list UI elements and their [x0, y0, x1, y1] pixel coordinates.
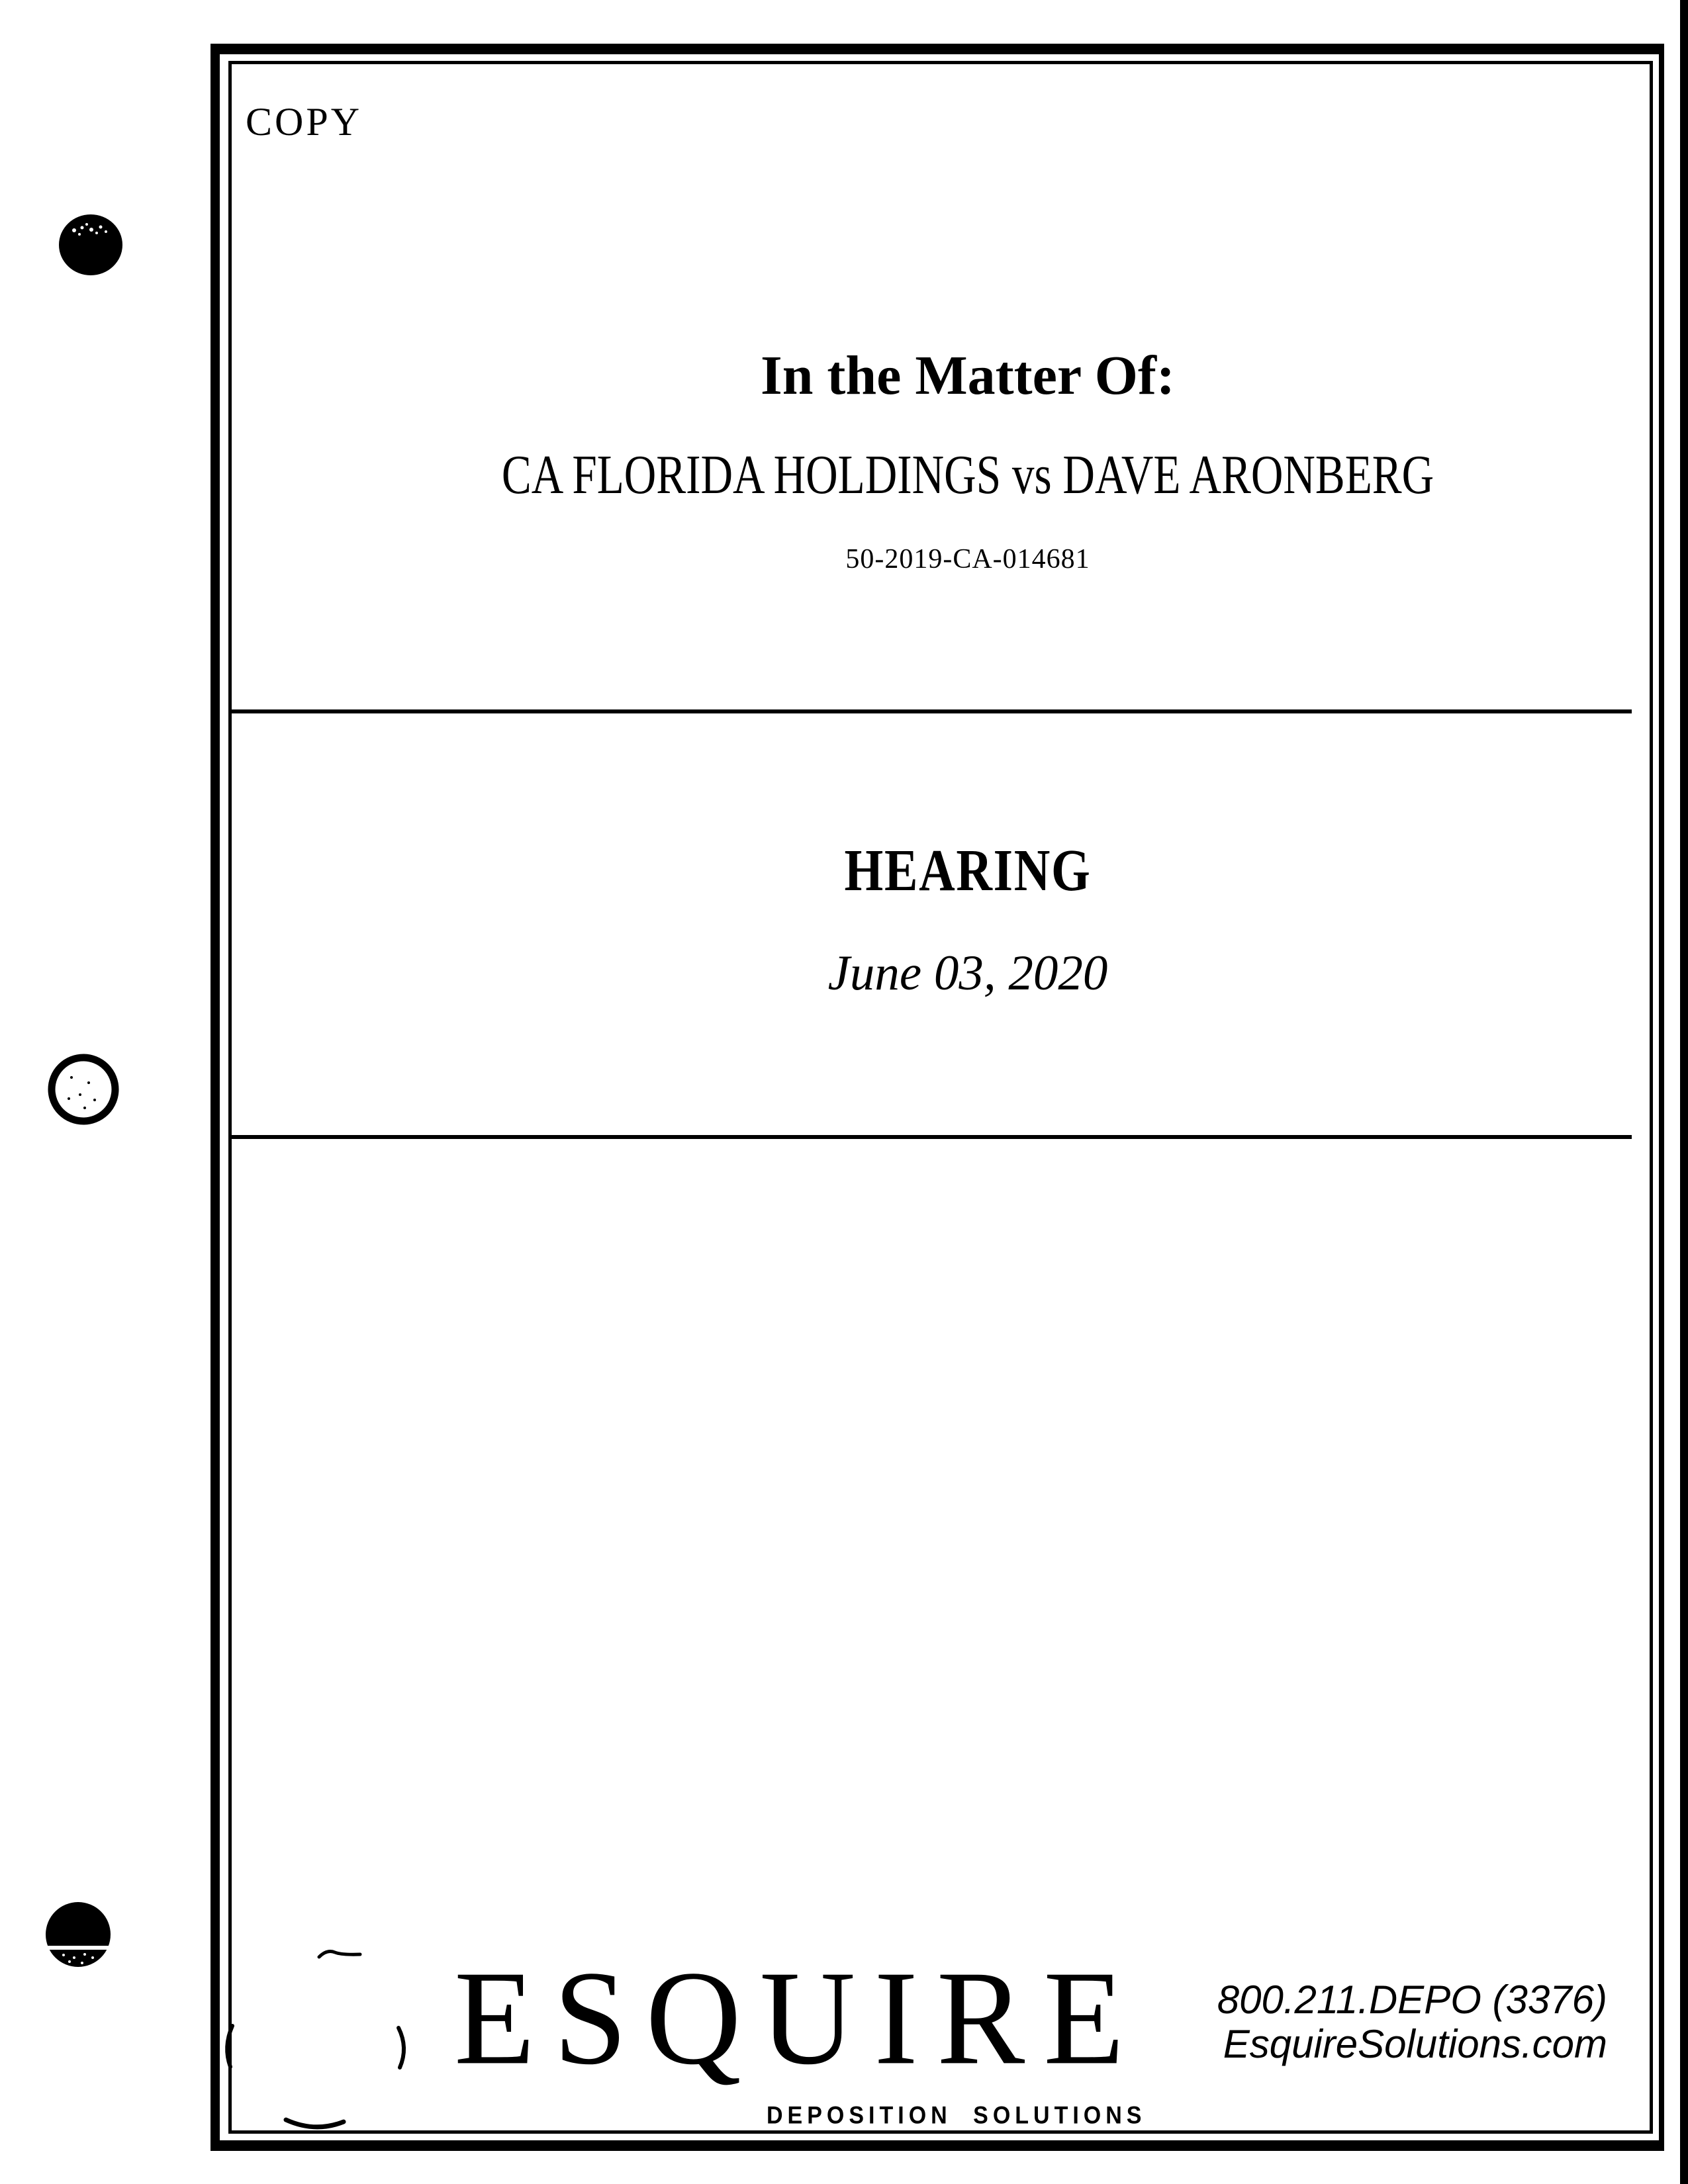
section-divider-top	[228, 709, 1632, 713]
matter-heading: In the Matter Of:	[761, 345, 1175, 406]
copy-stamp: COPY	[246, 100, 363, 144]
hole-punch-top-icon	[59, 214, 122, 275]
proceeding-type: HEARING	[844, 838, 1092, 903]
esquire-tagline: DEPOSITION SOLUTIONS	[767, 2102, 1147, 2130]
proceeding-date: June 03, 2020	[827, 946, 1108, 1001]
esquire-logo: ESQUIRE	[454, 1943, 1143, 2093]
hole-punch-middle-icon	[52, 1058, 115, 1121]
vendor-website: EsquireSolutions.com	[1223, 2022, 1607, 2066]
hole-punch-bottom-icon	[46, 1902, 111, 1967]
case-number: 50-2019-CA-014681	[845, 544, 1090, 574]
vendor-contact-block	[1217, 1978, 1607, 2066]
section-divider-bottom	[228, 1135, 1632, 1139]
vendor-phone: 800.211.DEPO (3376)	[1217, 1978, 1607, 2022]
case-title: CA FLORIDA HOLDINGS vs DAVE ARONBERG	[501, 444, 1434, 506]
